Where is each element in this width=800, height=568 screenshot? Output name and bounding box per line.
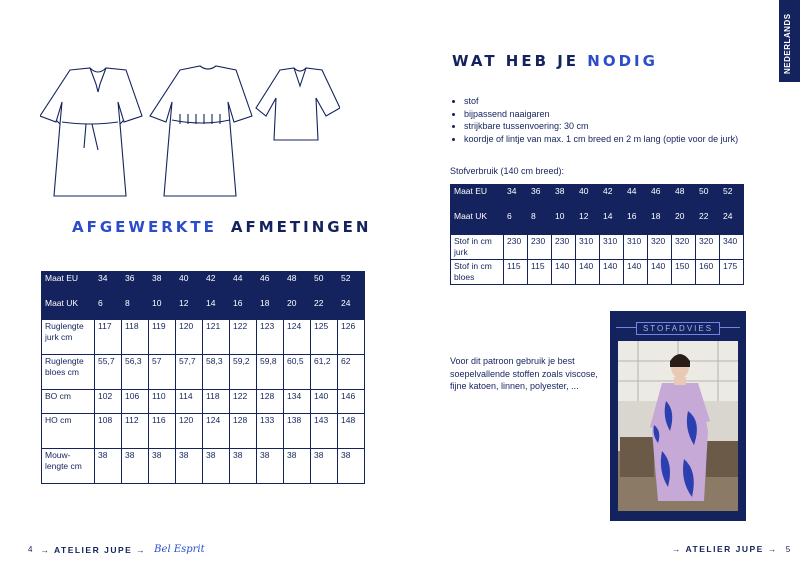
row-label: Maat UK	[42, 297, 95, 320]
row-label: Stof in cm bloes	[451, 260, 504, 285]
garment-sketches-drawing	[40, 62, 340, 202]
table-cell: 44	[230, 272, 257, 297]
row-label: Ruglengte jurk cm	[42, 320, 95, 355]
section-title-part1: AFGEWERKTE	[72, 218, 217, 236]
table-cell: 52	[338, 272, 365, 297]
table-cell: 34	[95, 272, 122, 297]
table-cell: 38	[230, 449, 257, 484]
table-cell: 48	[284, 272, 311, 297]
table-cell: 36	[122, 272, 149, 297]
table-cell: 124	[284, 320, 311, 355]
garment-sketches	[40, 62, 340, 202]
table-row	[42, 272, 365, 297]
row-label: Maat EU	[42, 272, 95, 297]
table-cell: 57	[149, 355, 176, 390]
table-cell: 110	[149, 390, 176, 414]
table-cell: 106	[122, 390, 149, 414]
table-cell: 38	[149, 272, 176, 297]
model-photo-image	[618, 341, 738, 511]
table-cell: 20	[284, 297, 311, 320]
table-cell: 38	[176, 449, 203, 484]
table-cell: 140	[624, 260, 648, 285]
fabric-advice-text: Voor dit patroon gebruik je best soepelvallende stoffen zoals viscose, fijne katoen, linnen, polyester, ...	[450, 356, 598, 391]
table-cell: 58,3	[203, 355, 230, 390]
fabric-advice-photo	[610, 311, 746, 521]
table-cell: 115	[504, 260, 528, 285]
list-item: • bijpassend naaigaren	[464, 108, 784, 121]
table-row	[42, 297, 365, 320]
table-cell: 40	[176, 272, 203, 297]
table-cell: 310	[600, 235, 624, 260]
table-cell: 119	[149, 320, 176, 355]
table-cell: 38	[257, 449, 284, 484]
fabric-usage-table	[450, 184, 744, 285]
table-cell: 102	[95, 390, 122, 414]
section-title-finished-measurements	[58, 215, 372, 239]
list-item: • koordje of lintje van max. 1 cm breed en 2 m lang (optie voor de jurk)	[464, 133, 784, 146]
table-cell: 55,7	[95, 355, 122, 390]
table-cell: 36	[528, 185, 552, 210]
table-cell: 134	[284, 390, 311, 414]
row-label: Maat EU	[451, 185, 504, 210]
table-cell: 310	[576, 235, 600, 260]
table-cell: 6	[95, 297, 122, 320]
table-cell: 120	[176, 320, 203, 355]
table-cell: 62	[338, 355, 365, 390]
table-cell: 38	[311, 449, 338, 484]
signature-logo: Bel Esprit	[154, 544, 205, 555]
row-label: Maat UK	[451, 210, 504, 235]
table-cell: 124	[203, 414, 230, 449]
table-cell: 60,5	[284, 355, 311, 390]
title-part2: NODIG	[587, 52, 658, 70]
table-cell: 123	[257, 320, 284, 355]
photo-banner	[610, 319, 746, 337]
table-cell: 48	[672, 185, 696, 210]
table-cell: 10	[149, 297, 176, 320]
photo-banner-label: STOFADVIES	[636, 322, 720, 335]
table-cell: 114	[176, 390, 203, 414]
row-label: Ruglengte bloes cm	[42, 355, 95, 390]
table-cell: 14	[203, 297, 230, 320]
table-cell: 52	[720, 185, 744, 210]
row-label: HO cm	[42, 414, 95, 449]
table-cell: 38	[149, 449, 176, 484]
table-cell: 59,8	[257, 355, 284, 390]
table-cell: 122	[230, 390, 257, 414]
table-cell: 8	[528, 210, 552, 235]
brand-name: → ATELIER JUPE →	[40, 544, 147, 555]
table-cell: 38	[203, 449, 230, 484]
table-cell: 140	[552, 260, 576, 285]
table-row	[42, 390, 365, 414]
table-cell: 46	[648, 185, 672, 210]
table-cell: 34	[504, 185, 528, 210]
fabric-usage-title: Stofverbruik (140 cm breed):	[450, 166, 565, 176]
needs-list	[450, 95, 784, 145]
table-cell: 115	[528, 260, 552, 285]
table-cell: 116	[149, 414, 176, 449]
table-cell: 59,2	[230, 355, 257, 390]
table-cell: 50	[311, 272, 338, 297]
table-cell: 16	[624, 210, 648, 235]
table-cell: 140	[576, 260, 600, 285]
table-cell: 42	[203, 272, 230, 297]
table-row	[451, 235, 744, 260]
table-cell: 148	[338, 414, 365, 449]
table-cell: 140	[648, 260, 672, 285]
table-cell: 24	[338, 297, 365, 320]
title-part1: WAT HEB JE	[452, 52, 580, 70]
model-photo	[618, 341, 738, 511]
table-cell: 146	[338, 390, 365, 414]
table-row	[42, 320, 365, 355]
list-item: • strijkbare tussenvoering: 30 cm	[464, 120, 784, 133]
table-cell: 22	[311, 297, 338, 320]
table-cell: 46	[257, 272, 284, 297]
table-cell: 143	[311, 414, 338, 449]
table-cell: 40	[576, 185, 600, 210]
table-cell: 38	[338, 449, 365, 484]
table-cell: 18	[648, 210, 672, 235]
table-cell: 56,3	[122, 355, 149, 390]
table-cell: 126	[338, 320, 365, 355]
table-cell: 12	[176, 297, 203, 320]
table-cell: 120	[176, 414, 203, 449]
table-cell: 320	[696, 235, 720, 260]
table-cell: 117	[95, 320, 122, 355]
table-cell: 44	[624, 185, 648, 210]
row-label: BO cm	[42, 390, 95, 414]
language-tab	[779, 0, 800, 82]
table-cell: 121	[203, 320, 230, 355]
footer-left	[28, 544, 205, 555]
table-cell: 122	[230, 320, 257, 355]
table-cell: 24	[720, 210, 744, 235]
table-row	[42, 449, 365, 484]
table-cell: 230	[504, 235, 528, 260]
page-number: 5	[785, 544, 791, 554]
table-cell: 118	[122, 320, 149, 355]
table-cell: 230	[552, 235, 576, 260]
table-cell: 140	[311, 390, 338, 414]
table-cell: 340	[720, 235, 744, 260]
table-cell: 160	[696, 260, 720, 285]
table-cell: 138	[284, 414, 311, 449]
row-label: Mouw-lengte cm	[42, 449, 95, 484]
footer-right	[672, 544, 790, 554]
table-cell: 6	[504, 210, 528, 235]
table-cell: 10	[552, 210, 576, 235]
table-row	[451, 185, 744, 210]
page-number: 4	[28, 545, 33, 554]
table-cell: 230	[528, 235, 552, 260]
table-cell: 42	[600, 185, 624, 210]
table-cell: 18	[257, 297, 284, 320]
table-cell: 38	[284, 449, 311, 484]
table-cell: 50	[696, 185, 720, 210]
table-row	[42, 414, 365, 449]
table-cell: 14	[600, 210, 624, 235]
table-cell: 16	[230, 297, 257, 320]
table-cell: 175	[720, 260, 744, 285]
table-cell: 108	[95, 414, 122, 449]
table-cell: 20	[672, 210, 696, 235]
table-cell: 320	[648, 235, 672, 260]
section-title-part2: AFMETINGEN	[230, 218, 372, 236]
table-cell: 140	[600, 260, 624, 285]
table-row	[42, 355, 365, 390]
table-cell: 133	[257, 414, 284, 449]
table-cell: 8	[122, 297, 149, 320]
table-cell: 320	[672, 235, 696, 260]
brand-name: → ATELIER JUPE →	[672, 544, 778, 554]
language-tab-label: NEDERLANDS	[783, 13, 792, 74]
table-cell: 38	[552, 185, 576, 210]
table-cell: 118	[203, 390, 230, 414]
table-cell: 22	[696, 210, 720, 235]
list-item: • stof	[464, 95, 784, 108]
table-cell: 112	[122, 414, 149, 449]
table-cell: 61,2	[311, 355, 338, 390]
table-cell: 128	[230, 414, 257, 449]
what-you-need-title	[452, 52, 658, 70]
table-cell: 38	[122, 449, 149, 484]
table-row	[451, 210, 744, 235]
table-cell: 150	[672, 260, 696, 285]
table-cell: 12	[576, 210, 600, 235]
table-cell: 38	[95, 449, 122, 484]
table-row	[451, 260, 744, 285]
finished-measurements-table	[41, 271, 365, 484]
table-cell: 125	[311, 320, 338, 355]
row-label: Stof in cm jurk	[451, 235, 504, 260]
table-cell: 128	[257, 390, 284, 414]
table-cell: 57,7	[176, 355, 203, 390]
table-cell: 310	[624, 235, 648, 260]
